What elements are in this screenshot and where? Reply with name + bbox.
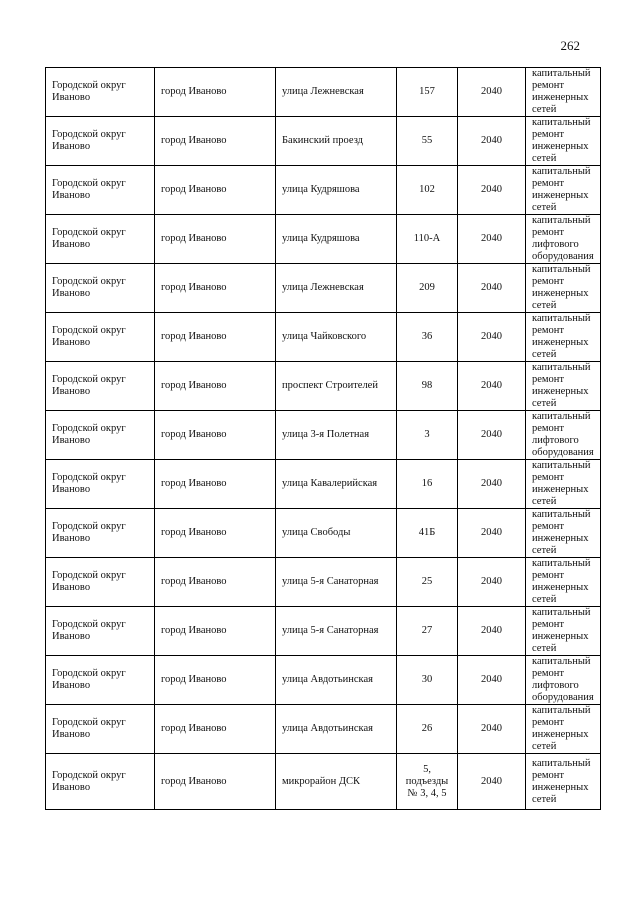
work-type-cell: капитальный ремонт инженерных сетей [526, 313, 601, 362]
street-cell: улица Авдотьинская [276, 656, 397, 705]
street-cell: Бакинский проезд [276, 117, 397, 166]
house-number-cell: 36 [397, 313, 458, 362]
planned-year-cell: 2040 [458, 117, 526, 166]
planned-year-cell: 2040 [458, 215, 526, 264]
planned-year-cell: 2040 [458, 607, 526, 656]
settlement-cell: город Иваново [155, 68, 276, 117]
work-type-cell: капитальный ремонт лифтового оборудования [526, 656, 601, 705]
work-type-cell: капитальный ремонт инженерных сетей [526, 264, 601, 313]
house-number-cell: 98 [397, 362, 458, 411]
settlement-cell: город Иваново [155, 411, 276, 460]
work-type-cell: капитальный ремонт инженерных сетей [526, 68, 601, 117]
planned-year-cell: 2040 [458, 705, 526, 754]
planned-year-cell: 2040 [458, 754, 526, 810]
settlement-cell: город Иваново [155, 509, 276, 558]
work-type-cell: капитальный ремонт инженерных сетей [526, 754, 601, 810]
municipal-district-cell: Городской округ Иваново [46, 460, 155, 509]
planned-year-cell: 2040 [458, 166, 526, 215]
work-type-cell: капитальный ремонт инженерных сетей [526, 705, 601, 754]
street-cell: улица Свободы [276, 509, 397, 558]
table-row [46, 558, 601, 607]
settlement-cell: город Иваново [155, 313, 276, 362]
street-cell: улица Кавалерийская [276, 460, 397, 509]
table-row [46, 166, 601, 215]
street-cell: улица Кудряшова [276, 215, 397, 264]
municipal-district-cell: Городской округ Иваново [46, 313, 155, 362]
street-cell: улица Кудряшова [276, 166, 397, 215]
municipal-district-cell: Городской округ Иваново [46, 754, 155, 810]
municipal-district-cell: Городской округ Иваново [46, 264, 155, 313]
settlement-cell: город Иваново [155, 558, 276, 607]
settlement-cell: город Иваново [155, 460, 276, 509]
work-type-cell: капитальный ремонт инженерных сетей [526, 460, 601, 509]
municipal-district-cell: Городской округ Иваново [46, 68, 155, 117]
house-number-cell: 110-А [397, 215, 458, 264]
settlement-cell: город Иваново [155, 362, 276, 411]
table-row [46, 656, 601, 705]
page-number: 262 [560, 38, 580, 53]
table-row [46, 264, 601, 313]
settlement-cell: город Иваново [155, 215, 276, 264]
municipal-district-cell: Городской округ Иваново [46, 656, 155, 705]
house-number-cell: 30 [397, 656, 458, 705]
house-number-cell: 3 [397, 411, 458, 460]
street-cell: улица Лежневская [276, 264, 397, 313]
planned-year-cell: 2040 [458, 411, 526, 460]
street-cell: улица Авдотьинская [276, 705, 397, 754]
house-number-cell: 157 [397, 68, 458, 117]
house-number-cell: 25 [397, 558, 458, 607]
work-type-cell: капитальный ремонт инженерных сетей [526, 607, 601, 656]
municipal-district-cell: Городской округ Иваново [46, 362, 155, 411]
house-number-cell: 27 [397, 607, 458, 656]
house-number-cell: 55 [397, 117, 458, 166]
street-cell: улица Чайковского [276, 313, 397, 362]
table-row [46, 215, 601, 264]
planned-year-cell: 2040 [458, 558, 526, 607]
street-cell: улица 5-я Санаторная [276, 607, 397, 656]
settlement-cell: город Иваново [155, 166, 276, 215]
work-type-cell: капитальный ремонт инженерных сетей [526, 166, 601, 215]
work-type-cell: капитальный ремонт инженерных сетей [526, 117, 601, 166]
table-row [46, 411, 601, 460]
table-row [46, 705, 601, 754]
table-row [46, 117, 601, 166]
work-type-cell: капитальный ремонт лифтового оборудования [526, 411, 601, 460]
municipal-district-cell: Городской округ Иваново [46, 166, 155, 215]
house-number-cell: 26 [397, 705, 458, 754]
municipal-district-cell: Городской округ Иваново [46, 117, 155, 166]
registry-table [45, 67, 601, 810]
table-row [46, 460, 601, 509]
house-number-cell: 209 [397, 264, 458, 313]
planned-year-cell: 2040 [458, 313, 526, 362]
planned-year-cell: 2040 [458, 509, 526, 558]
table-row [46, 607, 601, 656]
table-row [46, 509, 601, 558]
street-cell: улица 5-я Санаторная [276, 558, 397, 607]
planned-year-cell: 2040 [458, 264, 526, 313]
settlement-cell: город Иваново [155, 754, 276, 810]
table-row [46, 754, 601, 810]
work-type-cell: капитальный ремонт инженерных сетей [526, 509, 601, 558]
planned-year-cell: 2040 [458, 656, 526, 705]
municipal-district-cell: Городской округ Иваново [46, 607, 155, 656]
street-cell: проспект Строителей [276, 362, 397, 411]
settlement-cell: город Иваново [155, 117, 276, 166]
municipal-district-cell: Городской округ Иваново [46, 705, 155, 754]
settlement-cell: город Иваново [155, 656, 276, 705]
table-row [46, 68, 601, 117]
street-cell: улица 3-я Полетная [276, 411, 397, 460]
registry-table-body [46, 68, 601, 810]
settlement-cell: город Иваново [155, 705, 276, 754]
planned-year-cell: 2040 [458, 362, 526, 411]
street-cell: улица Лежневская [276, 68, 397, 117]
work-type-cell: капитальный ремонт лифтового оборудования [526, 215, 601, 264]
house-number-cell: 102 [397, 166, 458, 215]
municipal-district-cell: Городской округ Иваново [46, 411, 155, 460]
house-number-cell: 41Б [397, 509, 458, 558]
work-type-cell: капитальный ремонт инженерных сетей [526, 558, 601, 607]
work-type-cell: капитальный ремонт инженерных сетей [526, 362, 601, 411]
settlement-cell: город Иваново [155, 607, 276, 656]
municipal-district-cell: Городской округ Иваново [46, 215, 155, 264]
planned-year-cell: 2040 [458, 68, 526, 117]
table-row [46, 362, 601, 411]
street-cell: микрорайон ДСК [276, 754, 397, 810]
municipal-district-cell: Городской округ Иваново [46, 509, 155, 558]
house-number-cell: 5, подъезды № 3, 4, 5 [397, 754, 458, 810]
municipal-district-cell: Городской округ Иваново [46, 558, 155, 607]
planned-year-cell: 2040 [458, 460, 526, 509]
house-number-cell: 16 [397, 460, 458, 509]
settlement-cell: город Иваново [155, 264, 276, 313]
table-row [46, 313, 601, 362]
